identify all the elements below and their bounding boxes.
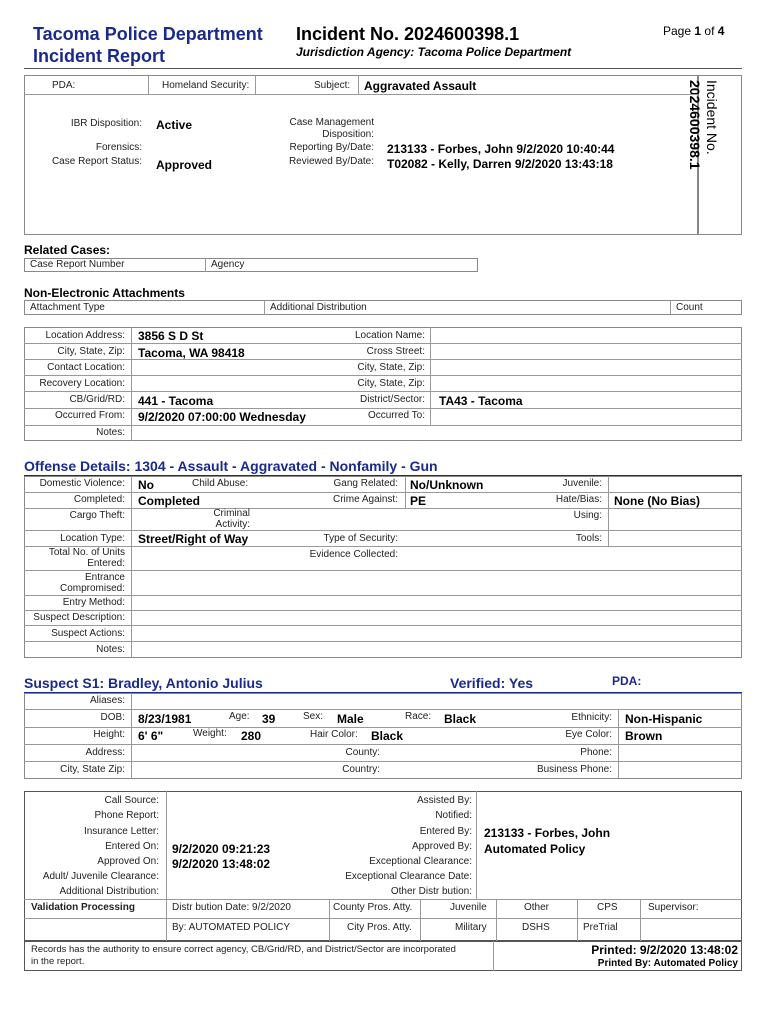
pda-label: PDA:	[52, 80, 76, 91]
location-address-label: Location Address:	[45, 330, 125, 341]
dist-pretrial: PreTrial	[583, 922, 618, 933]
county-label: County:	[345, 747, 380, 758]
sex-label: Sex:	[303, 711, 324, 722]
crime-against-value: PE	[410, 494, 427, 508]
attachments-table	[24, 300, 742, 315]
district-sector-label: District/Sector:	[359, 394, 425, 405]
using-label: Using:	[573, 510, 602, 521]
location-address-value: 3856 S D St	[138, 329, 204, 343]
reporting-by-label: Reporting By/Date:	[289, 142, 374, 153]
race-label: Race:	[405, 711, 432, 722]
case-management-line2: Disposition:	[322, 129, 374, 140]
county-pros-atty: County Pros. Atty.	[333, 902, 413, 913]
total-units-label	[49, 547, 125, 569]
height-value: 6' 6"	[138, 729, 164, 743]
subject-value: Aggravated Assault	[364, 79, 477, 93]
juvenile-label: Juvenile:	[562, 478, 602, 489]
suspect-actions-label: Suspect Actions:	[51, 628, 125, 639]
subject-label: Subject:	[314, 80, 351, 91]
hair-color-label: Hair Color:	[310, 729, 358, 740]
entered-by-value: 213133 - Forbes, John	[484, 826, 611, 840]
attachments-title: Non-Electronic Attachments	[24, 286, 185, 300]
location-city2-label: City, State, Zip:	[357, 362, 425, 373]
entry-method-label: Entry Method:	[62, 597, 125, 608]
distribution-date: Distr bution Date: 9/2/2020	[172, 902, 291, 913]
approved-on-label: Approved On:	[97, 856, 159, 867]
approved-on-value: 9/2/2020 13:48:02	[172, 857, 271, 871]
case-report-status-value: Approved	[156, 158, 213, 172]
insurance-letter-label: Insurance Letter:	[83, 826, 159, 837]
business-phone-label: Business Phone:	[536, 764, 612, 775]
jurisdiction-agency: Jurisdiction Agency: Tacoma Police Department	[296, 45, 572, 59]
suspect-description-label: Suspect Description:	[33, 612, 125, 623]
weight-value: 280	[241, 729, 262, 743]
distribution-by-policy: By: AUTOMATED POLICY	[172, 922, 290, 933]
homeland-security-label: Homeland Security:	[162, 80, 250, 91]
occurred-to-label: Occurred To:	[367, 410, 425, 421]
page-prefix: Page	[663, 24, 692, 38]
dist-military: Military	[455, 922, 487, 933]
suspect-verified: Verified: Yes	[450, 675, 534, 691]
case-report-status-label: Case Report Status:	[51, 156, 142, 167]
reporting-by-value: 213133 - Forbes, John 9/2/2020 10:40:44	[387, 142, 615, 156]
entrance-compromised-label	[60, 572, 125, 594]
cbgrid-value: 441 - Tacoma	[138, 394, 214, 408]
evidence-collected-label: Evidence Collected:	[309, 549, 398, 560]
city-pros-atty: City Pros. Atty.	[347, 922, 412, 933]
ibr-disposition-value: Active	[156, 118, 193, 132]
total-units-line1: Total No. of Units	[48, 547, 125, 558]
domestic-violence-value: No	[138, 478, 154, 492]
dob-value: 8/23/1981	[138, 712, 192, 726]
location-city-label: City, State, Zip:	[57, 346, 125, 357]
records-note-line2: in the report.	[31, 956, 85, 967]
entered-on-value: 9/2/2020 09:21:23	[172, 842, 271, 856]
approved-by-label: Approved By:	[411, 841, 472, 852]
country-label: Country:	[342, 764, 380, 775]
type-of-security-label: Type of Security:	[323, 533, 398, 544]
attach-col-type: Attachment Type	[30, 302, 105, 313]
department-name: Tacoma Police Department	[33, 24, 263, 44]
criminal-activity-line1: Criminal	[213, 508, 250, 519]
race-value: Black	[444, 712, 477, 726]
occurred-from-value: 9/2/2020 07:00:00 Wednesday	[138, 410, 306, 424]
location-name-label: Location Name:	[354, 330, 425, 341]
tools-label: Tools:	[575, 533, 602, 544]
call-source-label: Call Source:	[104, 795, 159, 806]
eye-color-value: Brown	[625, 729, 663, 743]
height-label: Height:	[93, 729, 125, 740]
sex-value: Male	[337, 712, 364, 726]
incident-number: Incident No. 2024600398.1	[296, 24, 520, 44]
validation-processing-label: Validation Processing	[31, 902, 135, 913]
dist-dshs: DSHS	[522, 922, 550, 933]
gang-related-label: Gang Related:	[333, 478, 398, 489]
page-of: of	[704, 24, 715, 38]
entered-by-label: Entered By:	[419, 826, 472, 837]
eye-color-label: Eye Color:	[565, 729, 612, 740]
dist-cps: CPS	[597, 902, 618, 913]
ethnicity-value: Non-Hispanic	[625, 712, 703, 726]
occurred-from-label: Occurred From:	[54, 410, 125, 421]
case-management-line1: Case Management	[289, 117, 374, 128]
entered-on-label: Entered On:	[105, 841, 159, 852]
printed-timestamp: Printed: 9/2/2020 13:48:02	[591, 943, 738, 957]
contact-location-label: Contact Location:	[47, 362, 125, 373]
offense-notes-label: Notes:	[96, 644, 125, 655]
entrance-line1: Entrance	[84, 572, 125, 583]
cbgrid-label: CB/Grid/RD:	[69, 394, 125, 405]
offense-title: Offense Details: 1304 - Assault - Aggravated - Nonfamily - Gun	[24, 458, 438, 474]
assisted-by-label: Assisted By:	[416, 795, 472, 806]
dob-label: DOB:	[100, 712, 125, 723]
completed-value: Completed	[138, 494, 201, 508]
page-indicator	[663, 24, 724, 38]
location-type-label: Location Type:	[60, 533, 125, 544]
additional-distribution-label: Additional Distribution:	[59, 886, 159, 897]
district-sector-value: TA43 - Tacoma	[439, 394, 523, 408]
reviewed-by-label: Reviewed By/Date:	[288, 156, 374, 167]
supervisor-label: Supervisor:	[648, 902, 699, 913]
suspect-city-label: City, State Zip:	[60, 764, 125, 775]
records-note-line1: Records has the authority to ensure correct agency, CB/Grid/RD, and District/Sector are incorporated	[31, 944, 456, 955]
suspect-pda-label: PDA:	[612, 674, 642, 688]
phone-report-label: Phone Report:	[94, 810, 159, 821]
domestic-violence-label: Domestic Violence:	[39, 478, 125, 489]
vertical-incident-number: 2024600398.1	[687, 80, 703, 170]
recovery-location-label: Recovery Location:	[39, 378, 125, 389]
hair-color-value: Black	[371, 729, 404, 743]
cross-street-label: Cross Street:	[366, 346, 425, 357]
report-type: Incident Report	[33, 46, 166, 66]
exceptional-clearance-label: Exceptional Clearance:	[369, 856, 472, 867]
criminal-activity-line2: Activity:	[215, 519, 250, 530]
total-units-line2: Entered:	[87, 558, 125, 569]
age-label: Age:	[229, 711, 250, 722]
related-col-case-number: Case Report Number	[30, 259, 125, 270]
exceptional-clearance-date-label: Exceptional Clearance Date:	[345, 871, 472, 882]
suspect-address-label: Address:	[85, 747, 125, 758]
age-value: 39	[262, 712, 276, 726]
hate-bias-label: Hate/Bias:	[555, 494, 602, 505]
location-notes-label: Notes:	[96, 427, 125, 438]
hate-bias-value: None (No Bias)	[614, 494, 701, 508]
notified-label: Notified:	[435, 810, 472, 821]
entrance-line2: Compromised:	[59, 583, 125, 594]
gang-related-value: No/Unknown	[410, 478, 484, 492]
child-abuse-label: Child Abuse:	[192, 478, 249, 489]
crime-against-label: Crime Against:	[332, 494, 398, 505]
ibr-disposition-label: IBR Disposition:	[70, 118, 142, 129]
dist-other: Other	[524, 902, 550, 913]
criminal-activity-label	[213, 508, 250, 530]
attach-col-distribution: Additional Distribution	[270, 302, 367, 313]
completed-label: Completed:	[73, 494, 125, 505]
weight-label: Weight:	[193, 728, 227, 739]
dist-juvenile: Juvenile	[450, 902, 487, 913]
adult-juvenile-clearance-label: Adult/ Juvenile Clearance:	[42, 871, 159, 882]
page-total: 4	[717, 24, 725, 38]
attach-col-count: Count	[676, 302, 703, 313]
suspect-title: Suspect S1: Bradley, Antonio Julius	[24, 675, 263, 691]
aliases-label: Aliases:	[89, 695, 125, 706]
printed-by: Printed By: Automated Policy	[597, 958, 738, 969]
records-note	[31, 944, 456, 968]
vertical-incident-text: Incident No.	[704, 80, 720, 155]
phone-label: Phone:	[580, 747, 612, 758]
approved-by-value: Automated Policy	[484, 842, 586, 856]
page-number: 1	[694, 24, 702, 38]
case-management-label	[290, 117, 375, 141]
location-city3-label: City, State, Zip:	[357, 378, 425, 389]
other-distribution-label: Other Distr bution:	[390, 886, 472, 897]
related-cases-title: Related Cases:	[24, 243, 111, 257]
ethnicity-label: Ethnicity:	[571, 712, 612, 723]
forensics-label: Forensics:	[95, 142, 142, 153]
cargo-theft-label: Cargo Theft:	[69, 510, 125, 521]
related-col-agency: Agency	[211, 259, 245, 270]
reviewed-by-value: T02082 - Kelly, Darren 9/2/2020 13:43:18	[387, 157, 613, 171]
location-type-value: Street/Right of Way	[138, 532, 249, 546]
location-city-value: Tacoma, WA 98418	[138, 346, 245, 360]
